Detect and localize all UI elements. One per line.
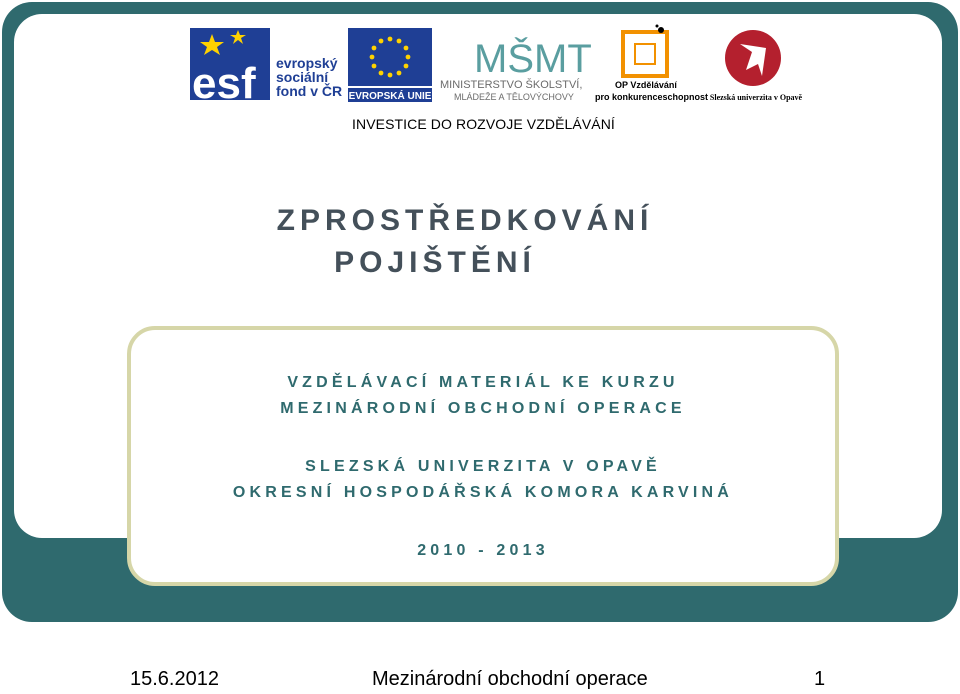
eu-flag-logo [346, 24, 436, 104]
subtitle-course-name: MEZINÁRODNÍ OBCHODNÍ OPERACE [280, 400, 686, 417]
msmt-line2: MLÁDEŽE A TĚLOVÝCHOVY [454, 92, 574, 102]
op-line1: OP Vzdělávání [615, 80, 677, 90]
esf-logo [190, 24, 343, 108]
esf-line2: sociální [276, 69, 329, 85]
slezska-univerzita-logo [706, 24, 806, 104]
slide-title-line1: ZPROSTŘEDKOVÁNÍ [276, 204, 654, 237]
logo-strip [190, 24, 810, 108]
subtitle-chamber: OKRESNÍ HOSPODÁŘSKÁ KOMORA KARVINÁ [232, 484, 734, 501]
msmt-logo [440, 24, 590, 104]
msmt-mark: MŠMT [474, 37, 592, 81]
slide-title-line2: POJIŠTĚNÍ [334, 246, 536, 279]
esf-line3: fond v ČR [276, 83, 343, 99]
tagline: INVESTICE DO ROZVOJE VZDĚLÁVÁNÍ [352, 116, 615, 132]
eu-label: EVROPSKÁ UNIE [348, 91, 432, 102]
subtitle-years: 2010 - 2013 [417, 542, 549, 559]
footer-date: 15.6.2012 [130, 668, 219, 690]
footer-page-number: 1 [814, 668, 826, 690]
subtitle-course-line: VZDĚLÁVACÍ MATERIÁL KE KURZU [287, 374, 679, 391]
subtitle-university: SLEZSKÁ UNIVERZITA V OPAVĚ [305, 458, 661, 475]
esf-mark: esf [192, 59, 256, 108]
subtitle-card [127, 326, 839, 586]
msmt-line1: MINISTERSTVO ŠKOLSTVÍ, [440, 79, 583, 91]
op-vzdelavani-logo [595, 24, 709, 104]
esf-line1: evropský [276, 55, 338, 71]
op-line2: pro konkurenceschopnost [595, 92, 709, 102]
su-label: Slezská univerzita v Opavě [709, 93, 803, 102]
footer-title: Mezinárodní obchodní operace [372, 668, 648, 690]
